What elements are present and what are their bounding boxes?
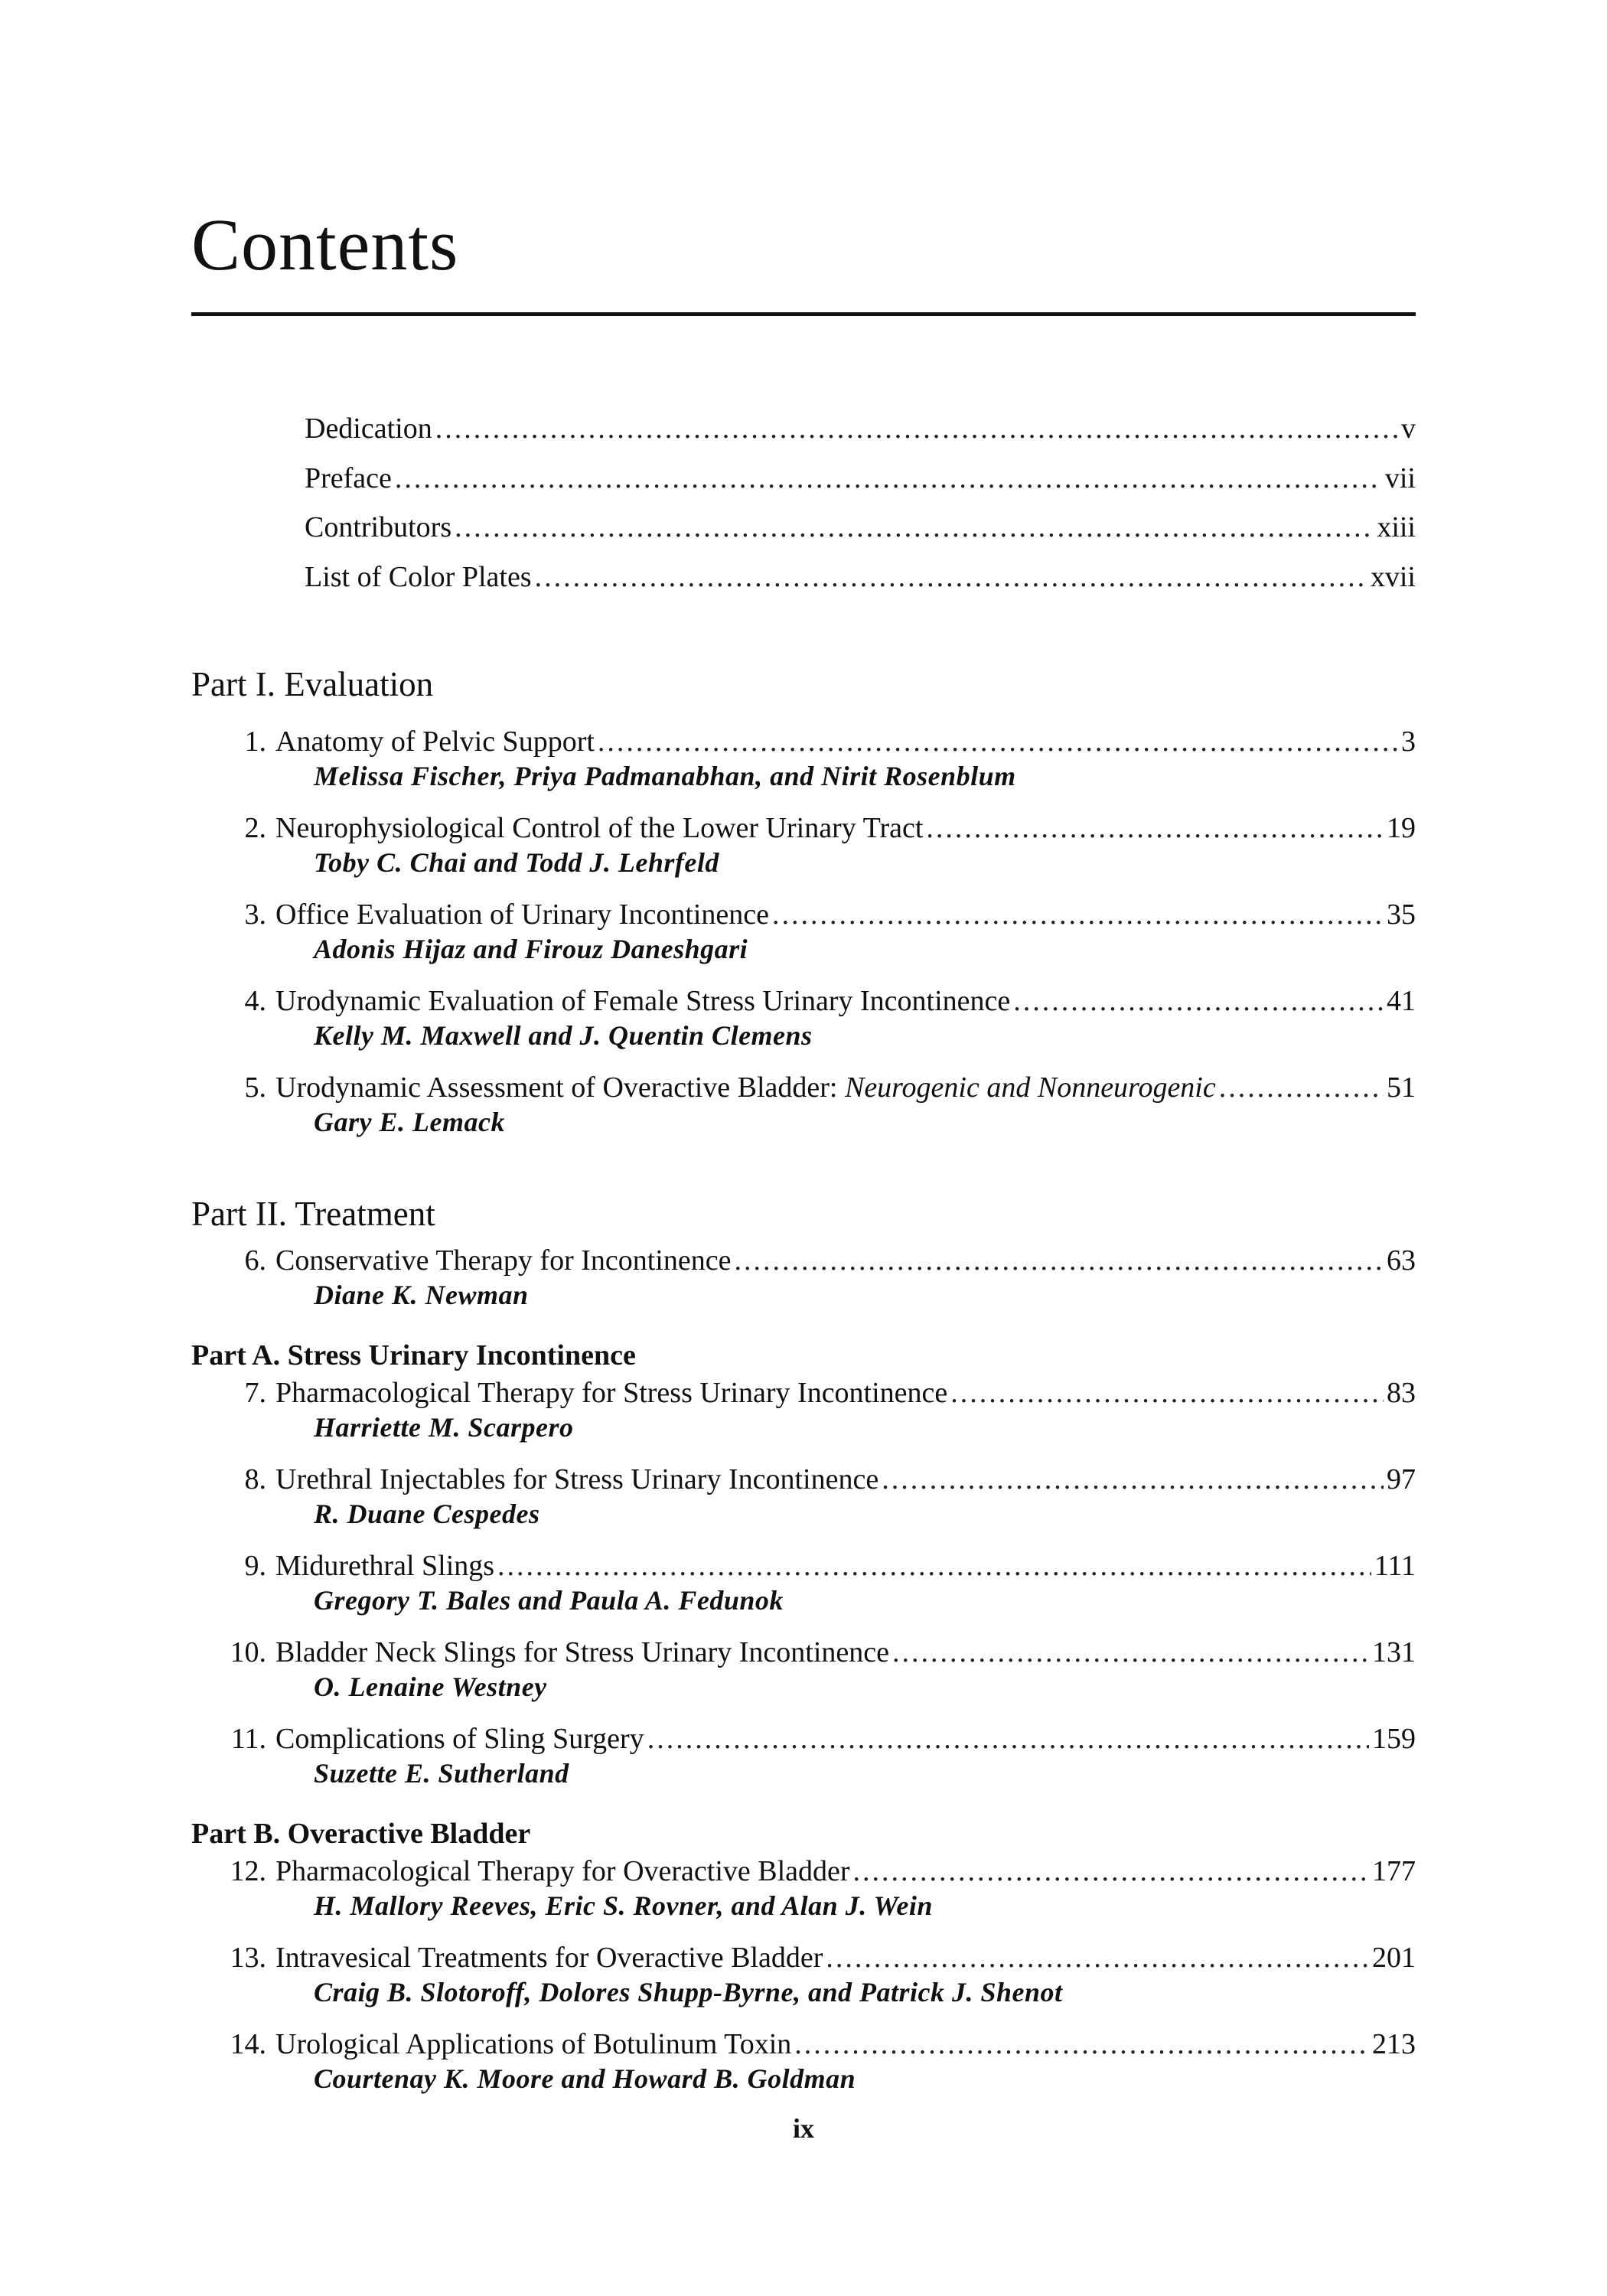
chapter-title: Urodynamic Evaluation of Female Stress Urinary Incontinence [275,985,1011,1017]
chapter-number: 2. [244,812,266,844]
chapter-authors: Diane K. Newman [314,1280,529,1310]
chapter-page: 51 [1387,1071,1416,1104]
leader-dots [882,1463,1384,1497]
chapter-page: 97 [1387,1463,1416,1495]
chapter-title: Urethral Injectables for Stress Urinary Incontinence [275,1463,879,1495]
leader-dots [1013,984,1384,1019]
chapter-page: 213 [1372,2028,1416,2060]
chapter-number: 5. [244,1071,266,1104]
front-matter-page: vii [1384,461,1416,494]
chapter-entry-7[interactable] [191,1376,1416,1463]
part-2-title: Part II. Treatment [191,1195,435,1233]
chapter-page: 3 [1401,726,1416,758]
front-matter-page: v [1401,413,1416,445]
chapter-number: 7. [244,1377,266,1409]
chapter-number: 9. [244,1550,266,1582]
front-matter-item[interactable] [305,560,1416,610]
leader-dots [455,510,1374,544]
chapter-authors: Melissa Fischer, Priya Padmanabhan, and Nirit Rosenblum [314,761,1016,791]
chapter-title: Intravesical Treatments for Overactive Bladder [275,1942,823,1974]
chapter-number: 3. [244,899,266,931]
chapter-authors: Harriette M. Scarpero [314,1412,574,1443]
leader-dots [497,1549,1371,1583]
chapter-entry-14[interactable] [191,2027,1416,2114]
chapter-title: Conservative Therapy for Incontinence [275,1244,732,1277]
chapter-page: 83 [1387,1377,1416,1409]
front-matter-page: xiii [1377,511,1416,543]
chapter-number: 14. [230,2028,266,2060]
leader-dots [950,1376,1384,1411]
chapter-number: 12. [230,1855,266,1887]
chapter-entry-5[interactable] [191,1071,1416,1157]
chapter-number: 6. [244,1244,266,1277]
leader-dots [1219,1071,1384,1105]
front-matter-item[interactable] [305,412,1416,461]
chapter-title: Pharmacological Therapy for Stress Urinary Incontinence [275,1377,948,1409]
chapter-page: 131 [1372,1636,1416,1668]
chapter-authors: Adonis Hijaz and Firouz Daneshgari [314,934,748,964]
chapter-page: 159 [1372,1723,1416,1755]
leader-dots [826,1941,1369,1975]
chapter-authors: Gary E. Lemack [314,1107,505,1137]
chapter-title: Complications of Sling Surgery [275,1723,644,1755]
part-a-title: Part A. Stress Urinary Incontinence [191,1339,636,1371]
leader-dots [435,412,1398,445]
chapter-authors: Suzette E. Sutherland [314,1758,569,1789]
chapter-number: 1. [244,726,266,758]
part-b-title: Part B. Overactive Bladder [191,1818,531,1850]
chapter-page: 41 [1387,985,1416,1017]
chapter-title: Anatomy of Pelvic Support [275,726,595,758]
leader-dots [647,1722,1369,1756]
chapter-number: 10. [230,1636,266,1668]
chapter-entry-10[interactable] [191,1636,1416,1722]
chapter-title: Office Evaluation of Urinary Incontinence [275,899,770,931]
chapter-page: 111 [1374,1550,1416,1582]
chapter-authors: H. Mallory Reeves, Eric S. Rovner, and Alan J. Wein [314,1890,933,1921]
front-matter-label: List of Color Plates [305,560,532,593]
leader-dots [395,461,1382,495]
chapter-entry-12[interactable] [191,1854,1416,1941]
chapter-entry-4[interactable] [191,984,1416,1071]
chapter-title: Urological Applications of Botulinum Toxin [275,2028,792,2060]
front-matter-label: Contributors [305,511,452,543]
toc-body [191,658,1416,2114]
front-matter-label: Dedication [305,413,432,445]
chapter-title-italic: Neurogenic and Nonneurogenic [844,1071,1216,1104]
front-matter-page: xvii [1370,560,1416,593]
chapter-entry-3[interactable] [191,898,1416,984]
chapter-number: 13. [230,1942,266,1974]
chapter-number: 11. [230,1723,266,1755]
front-matter-item[interactable] [305,510,1416,560]
leader-dots [892,1636,1369,1670]
chapter-title: Pharmacological Therapy for Overactive Bladder [275,1855,850,1887]
leader-dots [598,725,1398,759]
chapter-entry-2[interactable] [191,811,1416,898]
chapter-entry-1[interactable] [191,725,1416,811]
leader-dots [926,811,1384,846]
leader-dots [853,1854,1369,1889]
chapter-title: Neurophysiological Control of the Lower Urinary Tract [275,812,924,844]
chapter-authors: Kelly M. Maxwell and J. Quentin Clemens [314,1020,813,1051]
chapter-number: 8. [244,1463,266,1495]
leader-dots [734,1244,1384,1278]
page-number: ix [792,2113,814,2144]
chapter-page: 19 [1387,812,1416,844]
title-rule [191,312,1416,316]
part-1-title: Part I. Evaluation [191,665,434,703]
chapter-entry-8[interactable] [191,1463,1416,1549]
page-title: Contents [191,204,459,285]
leader-dots [772,898,1384,932]
chapter-page: 177 [1372,1855,1416,1887]
chapter-page: 201 [1372,1942,1416,1974]
chapter-authors: Gregory T. Bales and Paula A. Fedunok [314,1585,784,1616]
chapter-authors: Courtenay K. Moore and Howard B. Goldman [314,2063,856,2094]
chapter-entry-9[interactable] [191,1549,1416,1636]
chapter-entry-11[interactable] [191,1722,1416,1808]
front-matter-item[interactable] [305,461,1416,511]
front-matter-label: Preface [305,461,392,494]
chapter-number: 4. [244,985,266,1017]
chapter-entry-6[interactable] [191,1244,1416,1330]
chapter-title: Bladder Neck Slings for Stress Urinary Incontinence [275,1636,890,1668]
chapter-page: 63 [1387,1244,1416,1277]
leader-dots [535,560,1367,594]
front-matter-list [305,412,1416,609]
chapter-page: 35 [1387,899,1416,931]
chapter-authors: O. Lenaine Westney [314,1671,547,1702]
chapter-title [275,1071,1216,1105]
chapter-title: Midurethral Slings [275,1550,495,1582]
chapter-title-main: Urodynamic Assessment of Overactive Bladder: [275,1071,838,1104]
chapter-authors: Toby C. Chai and Todd J. Lehrfeld [314,847,719,878]
chapter-entry-13[interactable] [191,1941,1416,2027]
chapter-authors: Craig B. Slotoroff, Dolores Shupp-Byrne, and Patrick J. Shenot [314,1977,1063,2007]
chapter-authors: R. Duane Cespedes [314,1499,540,1529]
leader-dots [794,2027,1369,2062]
